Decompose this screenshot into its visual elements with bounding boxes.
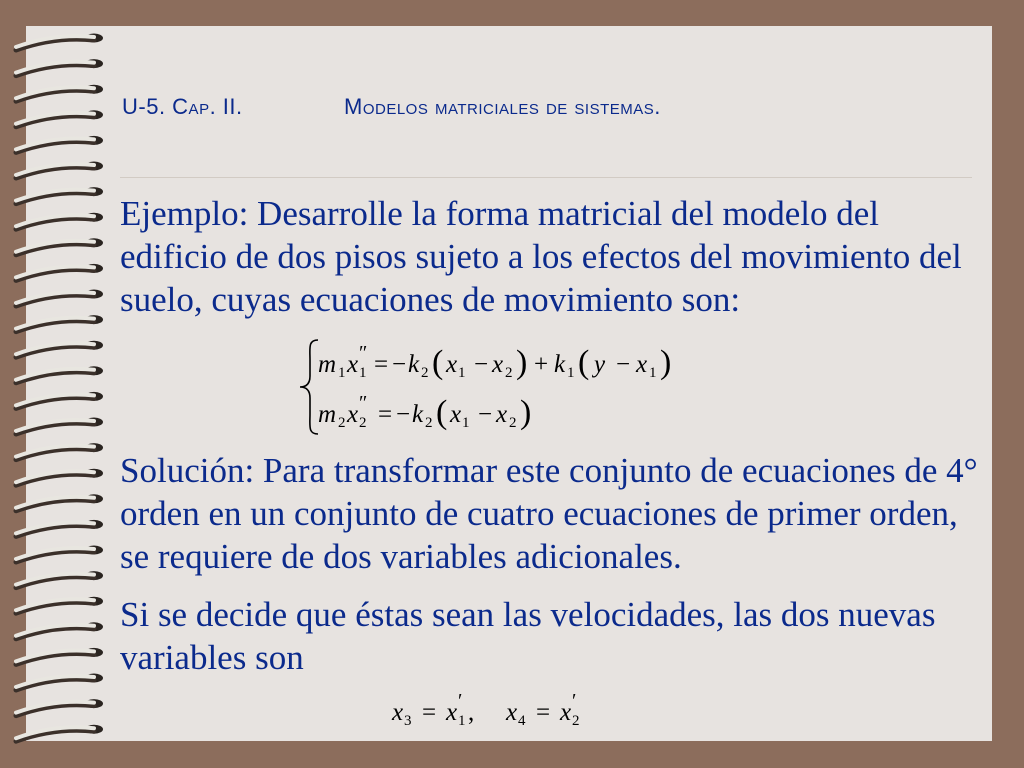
spiral-coil <box>16 213 103 230</box>
svg-text:4: 4 <box>518 713 526 729</box>
spiral-coil <box>16 520 103 537</box>
spiral-coil <box>16 597 103 614</box>
svg-text:−: − <box>478 401 493 428</box>
svg-text:1: 1 <box>359 365 367 381</box>
svg-text:1: 1 <box>338 365 346 381</box>
svg-text:″: ″ <box>359 392 368 414</box>
svg-text:2: 2 <box>421 365 429 381</box>
spiral-coil <box>16 571 103 588</box>
svg-text:2: 2 <box>505 365 513 381</box>
svg-text:1: 1 <box>458 713 466 729</box>
svg-text:2: 2 <box>509 415 517 431</box>
spiral-coil <box>16 238 103 255</box>
header-divider <box>120 177 972 178</box>
spiral-coil <box>16 59 103 76</box>
svg-text:2: 2 <box>425 415 433 431</box>
svg-text:3: 3 <box>404 713 412 729</box>
svg-text:−: − <box>474 351 489 378</box>
spiral-coil <box>16 725 103 742</box>
svg-text:(: ( <box>432 344 444 381</box>
svg-text:+: + <box>534 351 549 378</box>
svg-text:k: k <box>554 351 566 378</box>
spiral-coil <box>16 546 103 563</box>
velocities-paragraph: Si se decide que éstas sean las velocidades, las dos nuevas variables son <box>120 595 936 677</box>
spiral-coil <box>16 469 103 486</box>
spiral-coil <box>16 494 103 511</box>
new-variables-equation <box>388 690 610 734</box>
example-paragraph: Ejemplo: Desarrolle la forma matricial del modelo del edificio de dos pisos sujeto a los efectos del movimiento del suelo, cuyas ecuaciones de movimiento son: <box>120 194 962 319</box>
svg-text:,: , <box>468 699 475 726</box>
svg-text:2: 2 <box>572 713 580 729</box>
equation-system <box>296 336 716 438</box>
svg-text:y: y <box>594 351 606 378</box>
svg-text:=: = <box>422 699 437 726</box>
unit-label: U-5. Cap. II. <box>122 94 243 119</box>
spiral-coil <box>16 392 103 409</box>
svg-text:=: = <box>374 351 389 378</box>
svg-text:x: x <box>496 401 508 428</box>
equation-1 <box>318 342 671 381</box>
svg-text:−: − <box>396 401 411 428</box>
spiral-coil <box>16 136 103 153</box>
svg-text:x: x <box>450 401 462 428</box>
svg-text:(: ( <box>436 394 448 431</box>
svg-text:k: k <box>412 401 424 428</box>
solution-paragraph: Solución: Para transformar este conjunto de ecuaciones de 4° orden en un conjunto de cuatro ecuaciones de primer orden, se requiere de dos variables adicionales. <box>120 451 978 576</box>
svg-text:1: 1 <box>458 365 466 381</box>
svg-text:′: ′ <box>572 690 577 712</box>
svg-text:x: x <box>492 351 504 378</box>
svg-text:): ) <box>516 344 528 381</box>
svg-text:=: = <box>378 401 393 428</box>
spiral-coil <box>16 443 103 460</box>
spiral-coil <box>16 674 103 691</box>
header-title: Modelos matriciales de sistemas. <box>344 94 661 119</box>
spiral-coil <box>16 699 103 716</box>
spiral-coil <box>16 162 103 179</box>
svg-text:2: 2 <box>338 415 346 431</box>
spiral-coil <box>16 290 103 307</box>
svg-text:(: ( <box>578 344 590 381</box>
svg-text:′: ′ <box>458 690 463 712</box>
svg-text:x: x <box>506 699 518 726</box>
spiral-binding <box>0 0 130 768</box>
spiral-coil <box>16 264 103 281</box>
svg-text:x: x <box>636 351 648 378</box>
svg-text:″: ″ <box>359 342 368 364</box>
svg-text:x: x <box>560 699 572 726</box>
svg-text:m: m <box>318 401 337 428</box>
spiral-coil <box>16 366 103 383</box>
spiral-coil <box>16 418 103 435</box>
svg-text:x: x <box>347 351 359 378</box>
svg-text:x: x <box>347 401 359 428</box>
spiral-coil <box>16 110 103 127</box>
svg-text:x: x <box>446 351 458 378</box>
spiral-coil <box>16 85 103 102</box>
svg-text:k: k <box>408 351 420 378</box>
svg-text:1: 1 <box>649 365 657 381</box>
svg-text:1: 1 <box>462 415 470 431</box>
svg-text:): ) <box>660 344 672 381</box>
spiral-coil <box>16 648 103 665</box>
spiral-coil <box>16 341 103 358</box>
slide-header <box>122 94 661 120</box>
svg-text:x: x <box>446 699 458 726</box>
svg-text:2: 2 <box>359 415 367 431</box>
spiral-coil <box>16 187 103 204</box>
svg-text:): ) <box>520 394 532 431</box>
svg-text:m: m <box>318 351 337 378</box>
spiral-coil <box>16 622 103 639</box>
spiral-coil <box>16 34 103 51</box>
svg-text:−: − <box>392 351 407 378</box>
svg-text:1: 1 <box>567 365 575 381</box>
svg-text:x: x <box>392 699 404 726</box>
svg-text:−: − <box>616 351 631 378</box>
spiral-coil <box>16 315 103 332</box>
equation-2 <box>318 392 531 431</box>
svg-text:=: = <box>536 699 551 726</box>
